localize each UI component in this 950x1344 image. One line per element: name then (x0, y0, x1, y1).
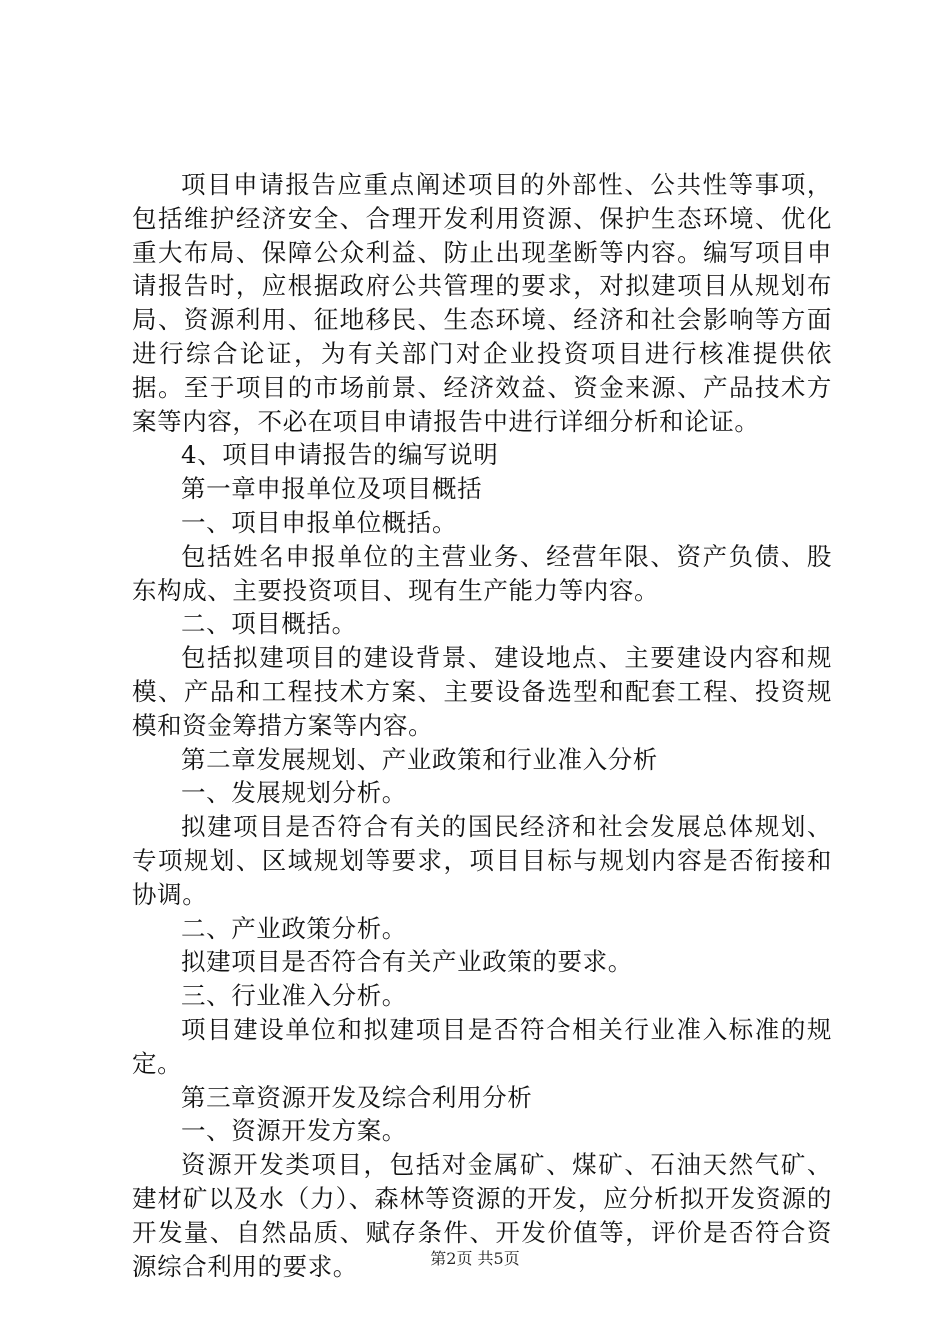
paragraph: 包括姓名申报单位的主营业务、经营年限、资产负债、股东构成、主要投资项目、现有生产能力等内容。 (132, 541, 832, 605)
chapter-heading: 第三章资源开发及综合利用分析 (181, 1082, 533, 1112)
paragraph: 项目申请报告应重点阐述项目的外部性、公共性等事项，包括维护经济安全、合理开发利用资源、保护生态环境、优化重大布局、保障公众利益、防止出现垄断等内容。编写项目申请报告时，应根据政府公共管理的要求，对拟建项目从规划布局、资源利用、征地移民、生态环境、经济和社会影响等方面进行综合论证，为有关部门对企业投资项目进行核准提供依据。至于项目的市场前景、经济效益、资金来源、产品技术方案等内容，不必在项目申请报告中进行详细分析和论证。 (132, 170, 832, 436)
paragraph: 资源开发类项目，包括对金属矿、煤矿、石油天然气矿、建材矿以及水（力）、森林等资源的开发，应分析拟开发资源的开发量、自然品质、赋存条件、开发价值等，评价是否符合资源综合利用的要求。 (132, 1150, 832, 1281)
section-heading: 4、项目申请报告的编写说明 (181, 440, 499, 470)
paragraph: 拟建项目是否符合有关的国民经济和社会发展总体规划、专项规划、区域规划等要求，项目目标与规划内容是否衔接和协调。 (132, 812, 832, 909)
section-heading: 一、项目申报单位概括。 (181, 507, 458, 537)
chapter-heading: 第一章申报单位及项目概括 (181, 474, 483, 504)
paragraph: 拟建项目是否符合有关产业政策的要求。 (181, 947, 633, 977)
document-body (132, 168, 832, 1283)
paragraph: 包括拟建项目的建设背景、建设地点、主要建设内容和规模、产品和工程技术方案、主要设备选型和配套工程、投资规模和资金筹措方案等内容。 (132, 643, 832, 740)
page-number-footer: 第2页 共5页 (430, 1249, 520, 1268)
section-heading: 一、发展规划分析。 (181, 778, 407, 808)
chapter-heading: 第二章发展规划、产业政策和行业准入分析 (181, 744, 658, 774)
section-heading: 二、产业政策分析。 (181, 913, 407, 943)
section-heading: 二、项目概括。 (181, 609, 357, 639)
section-heading: 一、资源开发方案。 (181, 1116, 407, 1146)
paragraph: 项目建设单位和拟建项目是否符合相关行业准入标准的规定。 (132, 1014, 832, 1078)
section-heading: 三、行业准入分析。 (181, 981, 407, 1011)
